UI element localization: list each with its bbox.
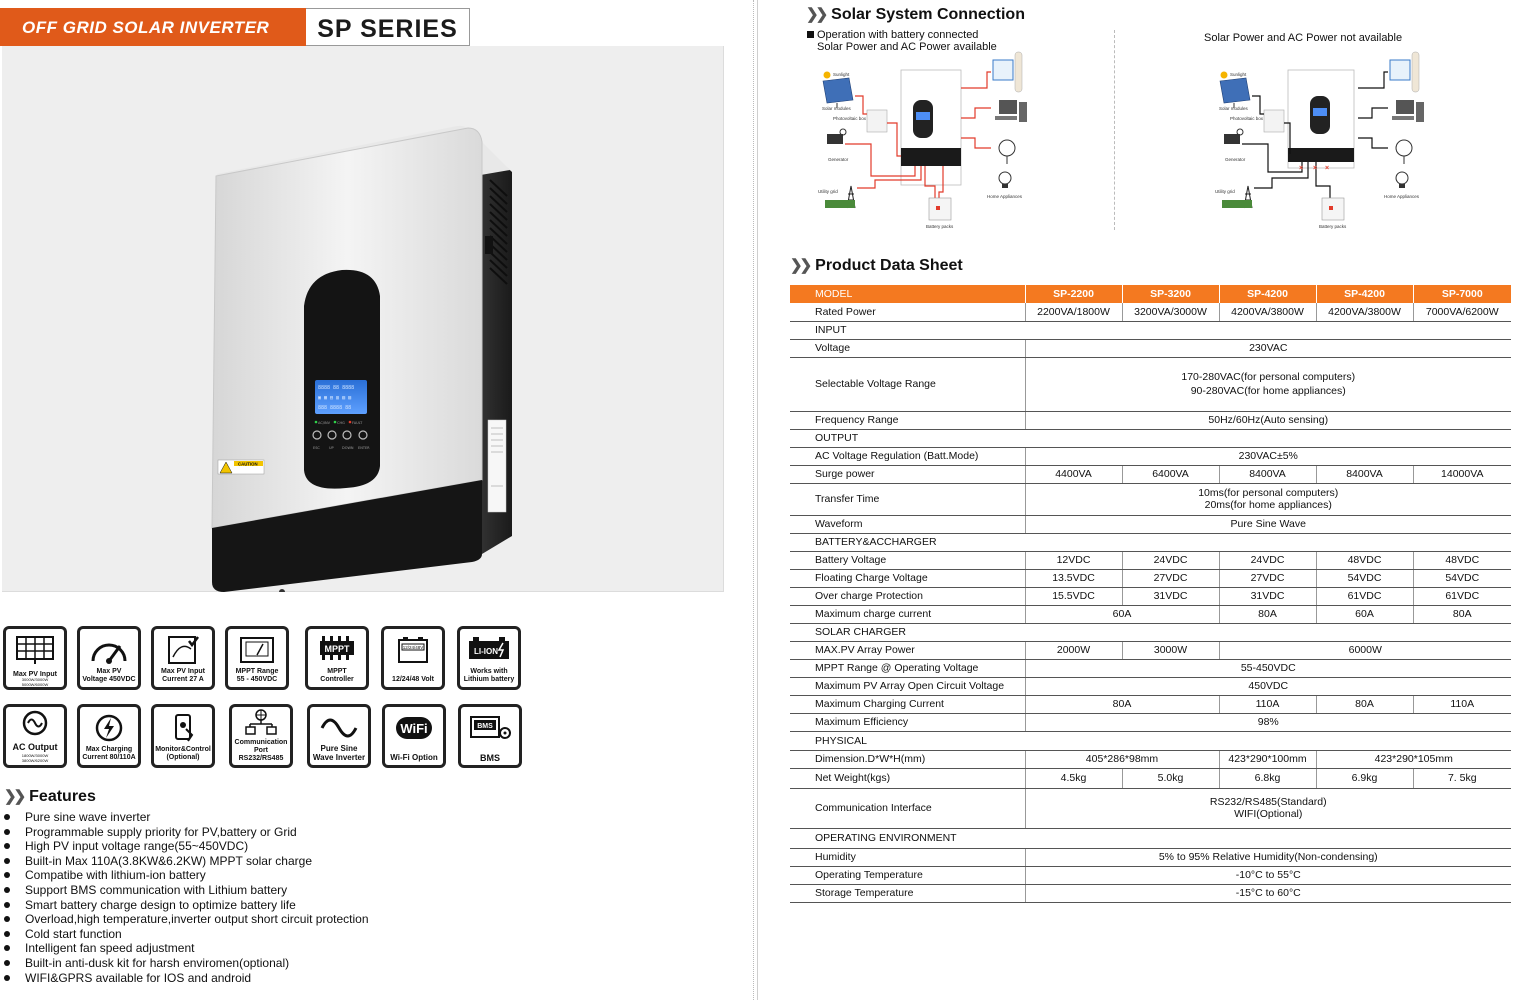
cell: 230VAC±5% <box>1025 447 1511 465</box>
generator-icon <box>1224 129 1243 144</box>
btn-label-up: UP <box>329 446 334 450</box>
cell: 6.9kg <box>1316 768 1413 788</box>
tile-bms <box>458 704 522 768</box>
tile-ac-output <box>3 704 67 768</box>
icon-label: Max PV Voltage 450VDC <box>82 668 136 683</box>
cell: 3200VA/3000W <box>1122 303 1219 321</box>
cell: 230VAC <box>1025 339 1511 357</box>
cell: 405*286*98mm <box>1025 750 1219 768</box>
cell-line: 90-280VAC(for home appliances) <box>1190 385 1346 397</box>
svg-text:MPPT: MPPT <box>324 644 350 654</box>
label-generator: Generator <box>1225 157 1246 162</box>
connection-title <box>806 5 1025 24</box>
list-item: High PV input voltage range(55~450VDC) <box>4 839 369 854</box>
cell: 48VDC <box>1316 551 1413 569</box>
svg-text:BMS: BMS <box>477 723 493 730</box>
icon-label: Pure Sine Wave Inverter <box>312 744 366 762</box>
features-title-text: Features <box>29 788 96 805</box>
appliance-computer-icon <box>995 100 1027 122</box>
cell: 7000VA/6200W <box>1413 303 1511 321</box>
cell: 4200VA/3800W <box>1316 303 1413 321</box>
section-row <box>790 321 1511 339</box>
cell: Pure Sine Wave <box>1025 515 1511 533</box>
table-row <box>790 884 1511 902</box>
list-item: Compatibe with lithium-ion battery <box>4 868 369 883</box>
inverter-product-image <box>2 46 724 592</box>
datasheet-title-text: Product Data Sheet <box>815 257 963 274</box>
tile-max-pv-voltage <box>77 626 141 690</box>
chevron-right-icon: ❯❯ <box>790 257 810 274</box>
label-sunlight: Sunlight <box>1230 72 1247 77</box>
cell: 423*290*100mm <box>1219 750 1316 768</box>
list-item: Built-in Max 110A(3.8KW&6.2KW) MPPT solar charge <box>4 854 369 869</box>
svg-text:12/24/48V: 12/24/48V <box>402 645 424 650</box>
cell: 6.8kg <box>1219 768 1316 788</box>
row-label: MAX.PV Array Power <box>790 641 1025 659</box>
icon-sublabel: 3000W/3000W 5000W/6000W <box>21 677 49 687</box>
icon-label: Max PV Input <box>13 671 57 678</box>
cell: 48VDC <box>1413 551 1511 569</box>
table-row <box>790 465 1511 483</box>
row-label: MPPT Range @ Operating Voltage <box>790 659 1025 677</box>
wifi-option-icon <box>392 713 436 743</box>
table-row <box>790 866 1511 884</box>
icon-label: BMS <box>480 753 500 763</box>
appliance-tv-icon <box>993 52 1022 92</box>
series-title: SP SERIES <box>306 8 470 46</box>
svg-text:LI-ION: LI-ION <box>474 647 498 656</box>
communication-port-icon <box>244 709 278 735</box>
cell: 450VDC <box>1025 677 1511 695</box>
led-label-ac-inv: AC/INV <box>318 421 331 425</box>
row-label: Rated Power <box>790 303 1025 321</box>
label-photovoltaic-box: Photovoltaic box <box>833 116 867 121</box>
header-model: SP-4200 <box>1219 285 1316 303</box>
icon-label: AC Output <box>12 742 58 752</box>
icon-label: Monitor&Control (Optional) <box>155 746 211 761</box>
cell: 27VDC <box>1122 569 1219 587</box>
section-row <box>790 533 1511 551</box>
tile-max-pv-current <box>151 626 215 690</box>
scenario-a-line-1: Operation with battery connected <box>817 29 979 41</box>
pv-box-icon <box>1264 110 1284 132</box>
square-bullet-icon <box>807 31 814 38</box>
row-label: Transfer Time <box>790 483 1025 515</box>
svg-text:×: × <box>1313 165 1318 172</box>
page-divider-dots <box>753 0 754 1000</box>
icon-label: Works with Lithium battery <box>463 668 515 683</box>
section-label: OPERATING ENVIRONMENT <box>790 828 1025 848</box>
cell: 98% <box>1025 713 1511 731</box>
connection-diagram-a <box>815 48 1045 233</box>
mppt-controller-icon <box>317 635 357 665</box>
icon-label: Communication Port RS232/RS485 <box>234 739 288 762</box>
svg-text:WiFi: WiFi <box>400 721 428 736</box>
section-label: OUTPUT <box>790 429 1025 447</box>
row-label: Communication Interface <box>790 788 1025 828</box>
cell-line: 170-280VAC(for personal computers) <box>1181 371 1356 383</box>
solar-panel-icon <box>1220 78 1250 108</box>
table-row <box>790 483 1511 515</box>
section-label: BATTERY&ACCHARGER <box>790 533 1025 551</box>
cell: 31VDC <box>1219 587 1316 605</box>
led-label-chg: CHG <box>337 421 345 425</box>
table-row <box>790 788 1511 828</box>
cell: 4.5kg <box>1025 768 1122 788</box>
table-row <box>790 447 1511 465</box>
header-model-label: MODEL <box>790 285 1025 303</box>
row-label: Maximum Charging Current <box>790 695 1025 713</box>
brand-banner: OFF GRID SOLAR INVERTER <box>0 8 306 46</box>
scenario-a-line-2: Solar Power and AC Power available <box>817 41 997 53</box>
section-row <box>790 731 1511 750</box>
table-row <box>790 768 1511 788</box>
table-header-row <box>790 285 1511 303</box>
table-row <box>790 339 1511 357</box>
table-row <box>790 713 1511 731</box>
list-item: Pure sine wave inverter <box>4 810 369 825</box>
cell: 2200VA/1800W <box>1025 303 1122 321</box>
cell: 3000W <box>1122 641 1219 659</box>
cell: 13.5VDC <box>1025 569 1122 587</box>
table-row <box>790 303 1511 321</box>
row-label: Frequency Range <box>790 411 1025 429</box>
cell: 80A <box>1025 695 1219 713</box>
cell-line: 20ms(for home appliances) <box>1204 499 1332 511</box>
tile-battery-voltage <box>381 626 445 690</box>
tile-monitor-control <box>151 704 215 768</box>
tile-mppt-range <box>225 626 289 690</box>
btn-label-enter: ENTER <box>358 446 370 450</box>
monitor-control-icon <box>168 713 198 743</box>
chevron-right-icon: ❯❯ <box>806 6 826 23</box>
table-row <box>790 848 1511 866</box>
connection-diagram-b <box>1212 48 1442 233</box>
cell: 31VDC <box>1122 587 1219 605</box>
icon-label: Max PV Input Current 27 A <box>161 668 205 683</box>
section-label: SOLAR CHARGER <box>790 623 1025 641</box>
cell: 54VDC <box>1413 569 1511 587</box>
header-model: SP-4200 <box>1316 285 1413 303</box>
header-model: SP-2200 <box>1025 285 1122 303</box>
connection-title-text: Solar System Connection <box>831 6 1025 23</box>
row-label: Selectable Voltage Range <box>790 357 1025 411</box>
table-row <box>790 569 1511 587</box>
cell: 14000VA <box>1413 465 1511 483</box>
label-home-appliances: Home Appliances <box>987 194 1023 199</box>
table-row <box>790 357 1511 411</box>
cell: 80A <box>1316 695 1413 713</box>
icon-label: Max Charging Current 80/110A <box>82 746 136 761</box>
row-label: Waveform <box>790 515 1025 533</box>
row-label: Voltage <box>790 339 1025 357</box>
list-item: Intelligent fan speed adjustment <box>4 941 369 956</box>
generator-icon <box>827 129 846 144</box>
tile-wifi <box>382 704 446 768</box>
list-item: Support BMS communication with Lithium battery <box>4 883 369 898</box>
table-row <box>790 695 1511 713</box>
icon-sublabel: 1800W/3000W 3800W/6200W <box>21 753 49 763</box>
cell: 27VDC <box>1219 569 1316 587</box>
table-row <box>790 411 1511 429</box>
datasheet-title <box>790 256 963 275</box>
table-row <box>790 677 1511 695</box>
cell <box>1025 788 1511 828</box>
icon-label: Wi-Fi Option <box>390 753 438 762</box>
header-model: SP-7000 <box>1413 285 1511 303</box>
tile-pure-sine <box>307 704 371 768</box>
label-solar-modules: Solar modules <box>822 106 851 111</box>
row-label: Battery Voltage <box>790 551 1025 569</box>
label-solar-modules: Solar modules <box>1219 106 1248 111</box>
list-item: Programmable supply priority for PV,battery or Grid <box>4 825 369 840</box>
led-label-fault: FAULT <box>352 421 363 425</box>
cell: 54VDC <box>1316 569 1413 587</box>
row-label: Over charge Protection <box>790 587 1025 605</box>
row-label: AC Voltage Regulation (Batt.Mode) <box>790 447 1025 465</box>
features-list <box>4 810 369 985</box>
caution-label: CAUTION <box>238 461 258 467</box>
section-row <box>790 429 1511 447</box>
diagram-divider <box>1114 30 1115 230</box>
list-item: Overload,high temperature,inverter output short circuit protection <box>4 912 369 927</box>
cell-line: WIFI(Optional) <box>1234 808 1303 820</box>
ac-output-icon <box>20 709 50 737</box>
row-label: Floating Charge Voltage <box>790 569 1025 587</box>
appliance-fan-icon <box>999 140 1015 164</box>
label-utility-grid: Utility grid <box>818 189 838 194</box>
tile-lithium-battery <box>457 626 521 690</box>
table-row <box>790 515 1511 533</box>
label-battery-packs: Battery packs <box>926 224 954 229</box>
cell: 24VDC <box>1219 551 1316 569</box>
row-label: Maximum charge current <box>790 605 1025 623</box>
pv-box-icon <box>867 110 887 132</box>
tile-communication-port <box>229 704 293 768</box>
cell: 4400VA <box>1025 465 1122 483</box>
section-label: PHYSICAL <box>790 731 1025 750</box>
list-item: Smart battery charge design to optimize battery life <box>4 898 369 913</box>
appliance-lamp-icon <box>1396 172 1408 188</box>
row-label: Dimension.D*W*H(mm) <box>790 750 1025 768</box>
appliance-computer-icon <box>1392 100 1424 122</box>
label-battery-packs: Battery packs <box>1319 224 1347 229</box>
tile-mppt-controller <box>305 626 369 690</box>
max-charging-icon <box>94 713 124 743</box>
cell: 6000W <box>1219 641 1511 659</box>
cell: 50Hz/60Hz(Auto sensing) <box>1025 411 1511 429</box>
row-label: Net Weight(kgs) <box>790 768 1025 788</box>
tile-max-charging <box>77 704 141 768</box>
table-row <box>790 641 1511 659</box>
max-pv-input-icon <box>15 635 55 665</box>
section-row <box>790 828 1511 848</box>
appliance-lamp-icon <box>999 172 1011 188</box>
table-row <box>790 551 1511 569</box>
header-model: SP-3200 <box>1122 285 1219 303</box>
cell: -15°C to 60°C <box>1025 884 1511 902</box>
cell-line: 10ms(for personal computers) <box>1198 487 1339 499</box>
tile-max-pv-input <box>3 626 67 690</box>
lithium-battery-icon <box>467 635 511 665</box>
label-sunlight: Sunlight <box>833 72 850 77</box>
svg-text:888 8888 88: 888 8888 88 <box>318 405 352 411</box>
cell: 4200VA/3800W <box>1219 303 1316 321</box>
cell: 6400VA <box>1122 465 1219 483</box>
row-label: Surge power <box>790 465 1025 483</box>
table-row <box>790 750 1511 768</box>
cell: 61VDC <box>1413 587 1511 605</box>
cell: 12VDC <box>1025 551 1122 569</box>
svg-text:8888 88 8888: 8888 88 8888 <box>318 385 355 391</box>
cell: 110A <box>1413 695 1511 713</box>
btn-label-esc: ESC <box>313 446 320 450</box>
appliance-tv-icon <box>1390 52 1419 92</box>
btn-label-down: DOWN <box>342 446 354 450</box>
max-pv-voltage-icon <box>89 635 129 665</box>
cell: -10°C to 55°C <box>1025 866 1511 884</box>
max-pv-input-current-icon <box>163 635 203 665</box>
mppt-range-icon <box>237 635 277 665</box>
svg-text:×: × <box>1299 165 1304 172</box>
svg-text:×: × <box>1325 165 1330 172</box>
section-row <box>790 623 1511 641</box>
cell: 80A <box>1413 605 1511 623</box>
cell: 2000W <box>1025 641 1122 659</box>
chevron-right-icon: ❯❯ <box>4 788 24 805</box>
cell: 61VDC <box>1316 587 1413 605</box>
cell <box>1025 357 1511 411</box>
cell: 5% to 95% Relative Humidity(Non-condensing) <box>1025 848 1511 866</box>
row-label: Operating Temperature <box>790 866 1025 884</box>
cell: 5.0kg <box>1122 768 1219 788</box>
label-photovoltaic-box: Photovoltaic box <box>1230 116 1264 121</box>
row-label: Humidity <box>790 848 1025 866</box>
product-data-table <box>790 285 1511 903</box>
list-item: Built-in anti-dusk kit for harsh enviromen(optional) <box>4 956 369 971</box>
cell: 60A <box>1316 605 1413 623</box>
pure-sine-wave-icon <box>319 715 359 741</box>
solar-panel-icon <box>823 78 853 108</box>
section-label: INPUT <box>790 321 1025 339</box>
features-title <box>4 787 96 806</box>
row-label: Maximum PV Array Open Circuit Voltage <box>790 677 1025 695</box>
list-item: Cold start function <box>4 927 369 942</box>
cell: 110A <box>1219 695 1316 713</box>
label-home-appliances: Home Appliances <box>1384 194 1420 199</box>
battery-pack-icon <box>1322 198 1344 220</box>
battery-voltage-icon <box>393 635 433 665</box>
cell: 8400VA <box>1316 465 1413 483</box>
svg-text:▣ ▦ ▤ ▥ ▧ ▨: ▣ ▦ ▤ ▥ ▧ ▨ <box>318 395 352 401</box>
cell: 7. 5kg <box>1413 768 1511 788</box>
table-row <box>790 659 1511 677</box>
table-row <box>790 605 1511 623</box>
cell: 60A <box>1025 605 1219 623</box>
cell: 423*290*105mm <box>1316 750 1511 768</box>
page-divider <box>757 0 758 1000</box>
label-generator: Generator <box>828 157 849 162</box>
list-item: WIFI&GPRS available for IOS and android <box>4 971 369 986</box>
icon-label: 12/24/48 Volt <box>392 676 434 683</box>
cell: 8400VA <box>1219 465 1316 483</box>
cell: 80A <box>1219 605 1316 623</box>
appliance-fan-icon <box>1396 140 1412 164</box>
row-label: Storage Temperature <box>790 884 1025 902</box>
icon-label: MPPT Range 55 - 450VDC <box>235 668 279 683</box>
cell: 15.5VDC <box>1025 587 1122 605</box>
scenario-b-caption: Solar Power and AC Power not available <box>1204 32 1403 44</box>
cell: 55-450VDC <box>1025 659 1511 677</box>
bms-icon <box>467 713 513 743</box>
cell <box>1025 483 1511 515</box>
cell-line: RS232/RS485(Standard) <box>1209 796 1327 808</box>
product-image-panel <box>2 46 724 592</box>
cell: 24VDC <box>1122 551 1219 569</box>
icon-label: MPPT Controller <box>320 668 354 683</box>
row-label: Maximum Efficiency <box>790 713 1025 731</box>
table-row <box>790 587 1511 605</box>
battery-pack-icon <box>929 198 951 220</box>
label-utility-grid: Utility grid <box>1215 189 1235 194</box>
